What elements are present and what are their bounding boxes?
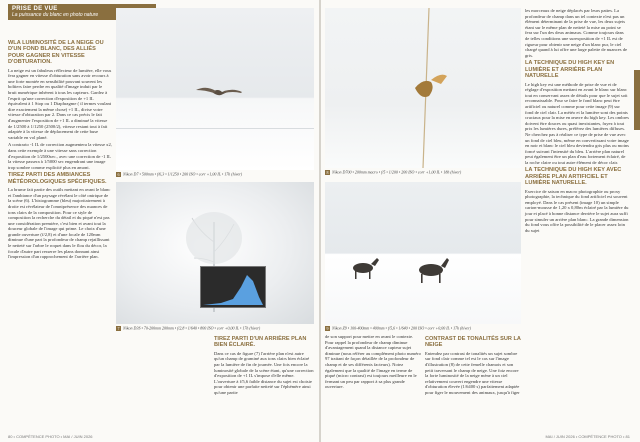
photo-insect-reed: [325, 8, 521, 168]
right-page: [321, 0, 640, 442]
photo-number-badge: 6: [117, 172, 120, 177]
section-heading: TIREZ PARTI D'UN ARRIÈRE PLAN BIEN ÉCLAIRÉ.: [214, 336, 307, 349]
section-heading: LA TECHNIQUE DU HIGH KEY AVEC ARRIÈRE PLAN ARTIFICIEL ET LUMIÈRE NATURELLE.: [525, 167, 622, 187]
histogram-inset: [200, 266, 266, 308]
paragraph: de son support pour mettre en avant le contexte. Pour rappel la profondeur de champ diminue d'avantagement quand la distance capteur sujet diminue (nous référer au complément photo numéro 97 traitant de façon détaillée de la profondeur de champ et de ses différents facteurs). Notez également que la qualité de l'image en terme de piqué (micro contrast) est toujours meilleure en le fermant un peu par rapport à sa plus grande ouverture.: [325, 334, 421, 390]
paragraph: Le high key est une méthode de prise de vue et de réglage d'exposition mettant en avant le blanc sur blanc tout en conservant assez de détails pour que le sujet soit reconnaissable. Pour se faire le fond blanc peut être artificiel ou naturel comme pour cette image (9) sur fond de ciel clair. La météo et la lumière sont des points cruciaux pour la mise en œuvre du high key. Les ombres doivent être douces ou quasi inexistantes, fuyez à tout prix les lumières dures, préférez des lumières diffuses. Ne cherchez pas à réaliser ce type de prise de vue avec un fond de ciel bleu, même en convertissant votre image en noir et blanc le ciel bleu deviendra gris plus ou moins foncé suivant l'intensité du bleu. L'arrière plan naturel peut également être un plan d'eau fortement éclairé, de la roche claire ou tout autre élément de décor clair.: [525, 81, 629, 165]
photo-number-badge: 7: [117, 326, 120, 331]
chamois-icon: [325, 182, 521, 324]
paragraph: A contrario -1 IL de correction augmentera la vitesse x2, dans cette exemple à une vitesse sans correction d'exposition de 1/2500sec., avec une correction de -1 IL la vitesse passera à 1/5000 sec engendrant une image trop sombre comme explicité plus en amont.: [8, 142, 112, 170]
photo3-caption: [325, 170, 521, 175]
paragraph: La brume fait partie des outils mettant en avant le blanc et l'ambiance d'un paysage révélant le côté onirique de la scène (6). L'histogramme (bleu) majoritairement à droite est révélateur de l'omniprésence des nuances de tons clairs de la composition. Pour ce style de composition la recherche du détail et du piqué n'est pas une considération première, c'est bien et avant tout la douceur globale de l'image qui prime. Le choix d'une grande ouverture (f/2,8) et d'une focale de 120mm diminue d'une part la profondeur de champ rejaillissant le netteté sur l'arbre le roquet dans le flou du décor, la focale d'autre part resserre les plans donnant ainsi l'impression d'un rapprochement de l'arrière plan.: [8, 187, 111, 260]
photo1-caption: [116, 172, 314, 177]
left-box-column: [214, 334, 314, 398]
left-text-column: [8, 38, 112, 262]
section-heading: CONTRAST DE TONALITÉS SUR LA NEIGE: [425, 336, 521, 349]
paragraph: La neige est un fabuleux réflecteur de lumière, elle vous fera gagner en vitesse d'obturation sans avoir recours à une forte montée en sensibilité pouvant souvent les boîtiers faire perdre en qualité d'image induit par le bruit numérique inhérent à tous les capteurs. Gardez à l'esprit qu'une correction d'exposition de +1 IL équivalent à 1 Stop ou 1 Diaphragme ( il termes voulant dire exactement la même chose) +1 IL, divise votre vitesse d'obturation par 2. Dans ce cas précis le fait d'augmenter l'exposition de +1 IL a diminué la vitesse de 1/2500 à 1/1250 (2500/2), vitesse restant tout à fait adaptée à la vitesse de déplacement de cette buse variable en vol plané.: [8, 67, 112, 140]
paragraph: Exercice de saison en macro photographie ou proxy photographie, la technique du fond artificiel est souvent employé. Dans le cas présent (image 10) un simple carton-mousse de 1,20 x 0,80m éclairé par la lumière du jour et placé à bonne distance derrière le sujet aura suffi pour simuler un arrière plan blanc. La grande dimension du fond vous offre la possibilité de le placer assez loin du sujet: [525, 188, 629, 233]
photo4-caption: [325, 326, 521, 331]
section-heading: LA TECHNIQUE DU HIGH KEY EN LUMIÈRE ET ARRIÈRE PLAN NATURELLE: [525, 60, 615, 80]
folio-tab: [634, 70, 640, 130]
caption-text: Nikon D7 • 500mm • f/6,3 • 1/1250 • 200 ISO • corr +1,00 IL • 17h (hiver): [123, 171, 243, 177]
footer-left: 80 • COMPÉTENCE PHOTO • MAI / JUIN 2026: [8, 434, 93, 439]
caption-text: Nikon Z9 • 100-400mm • 400mm • f/5,6 • 1/640 • 200 ISO • corr +0,00 IL • 17h (hiver): [332, 325, 471, 331]
section-heading: TIREZ PARTI DES AMBIANCES MÉTÉOROLOGIQUES SPÉCIFIQUES.: [8, 172, 107, 185]
right-text-column-c: [525, 8, 629, 235]
photo-number-badge: 8: [326, 170, 329, 175]
paragraph: Entendez par contrast de tonalités un sujet sombre sur fond clair comme tel est le cas sur l'image d'illustration (8) de cette femelle chamois et son petit traversant le champ de neige. Une foiz encore la forte luminosité de la neige mène à un ciel relativement couvert engendre une vitesse d'obturation élevée (1/6400 s) parfaitement adaptée pour figer le mouvement des animaux, jusqu'à figer: [425, 350, 520, 395]
left-page: [0, 0, 319, 442]
paragraph: les morceaux de neige déplacés par leurs pattes. La profondeur de champ dans un tel contexte n'est pas un élément déterminant de la prise de vue, les deux sujets étant sur le même plan de netteté la mise au point se fera sur l'un des deux animaux. Comme toujours dans de telles conditions une surexposition de +1 IL est de rigueur pour obtenir une neige d'un blanc pur, le ciel chargé quand à lui offre une large palette de nuances de gris.: [525, 8, 628, 58]
rubric-subtitle: La puissance du blanc en photo nature: [12, 12, 99, 18]
right-text-column-b: [425, 334, 521, 398]
rubric-title: PRISE DE VUE: [12, 6, 58, 12]
section-heading: WLA LUMINOSITÉ DE LA NEIGE OU D'UN FOND BLANC, DES ALLIÉS POUR GAGNER EN VITESSE D'OBTURATION.: [8, 40, 104, 66]
caption-text: Nikon D700 • 200mm macro • f/5 • 1/200 • 200 ISO • corr +1,00 IL • 18h (hiver): [332, 169, 462, 175]
photo2-caption: [116, 326, 314, 331]
histogram-icon: [201, 267, 265, 307]
caption-text: Nikon D3S • 70-200mm 200mm • f/2,8 • 1/640 • 800 ISO • corr +0,00 IL • 17h (hiver): [123, 325, 261, 331]
photo-chamois-snow: [325, 182, 521, 324]
footer-right: MAI / JUIN 2026 • COMPÉTENCE PHOTO • 81: [545, 434, 630, 439]
paragraph: Dans ce cas de figure (7) l'arrière plan n'est autre qu'un champ de graminé aux tons clairs bien éclairé par la lumière de fin de journée. Une fois encore la luminosité globale de la scène étant, qu'une correction d'exposition de +1 IL s'impose d'elle même. L'ouverture à f/5,6 faible distance du sujet est choisie pour obtenir une parfaite netteté sur l'éphémère ainsi qu'une partie: [214, 350, 314, 395]
buzzard-icon: [116, 8, 314, 170]
photo-number-badge: 9: [326, 326, 329, 331]
insect-icon: [325, 8, 521, 168]
photo-buzzard-snow: [116, 8, 314, 170]
right-text-column-a: [325, 334, 421, 392]
